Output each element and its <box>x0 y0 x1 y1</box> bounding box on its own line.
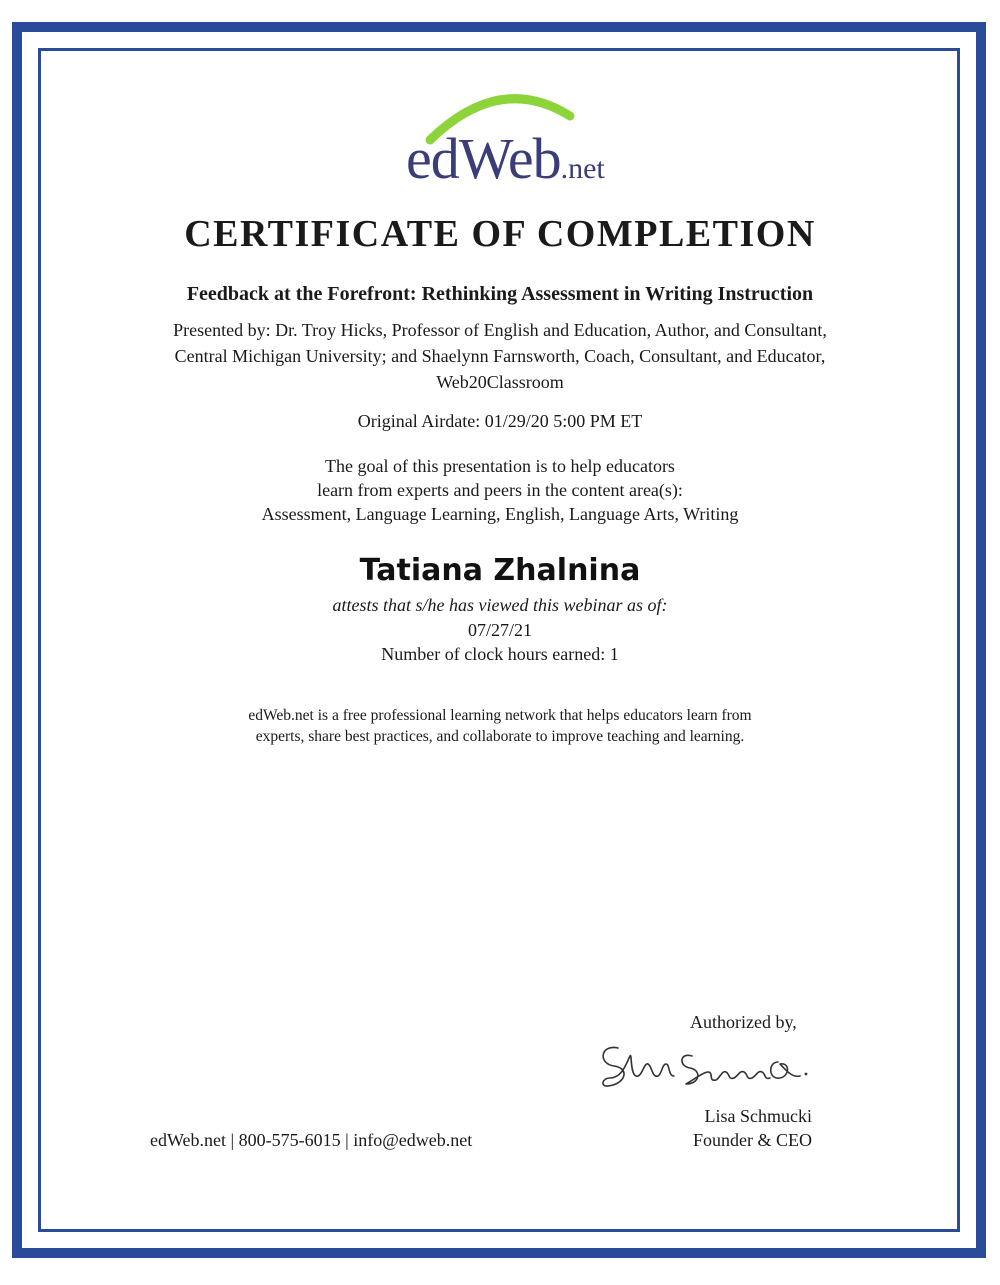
presenters <box>110 317 890 395</box>
goal-line: The goal of this presentation is to help educators <box>325 456 675 476</box>
edweb-logo <box>390 78 660 198</box>
clock-hours: Number of clock hours earned: 1 <box>381 644 619 664</box>
webinar-title: Feedback at the Forefront: Rethinking Assessment in Writing Instruction <box>186 283 814 305</box>
presenters-line: Central Michigan University; and Shaelynn Farnsworth, Coach, Consultant, and Educator, <box>174 346 826 366</box>
about-line: experts, share best practices, and collaborate to improve teaching and learning. <box>255 728 745 745</box>
presenters-line: Web20Classroom <box>436 372 564 392</box>
view-date: 07/27/21 <box>467 620 532 640</box>
authorized-by-label: Authorized by, <box>690 1012 797 1032</box>
original-airdate: Original Airdate: 01/29/20 5:00 PM ET <box>357 411 643 431</box>
about-line: edWeb.net is a free professional learning network that helps educators learn from <box>248 707 752 724</box>
signer-name: Lisa Schmucki <box>704 1106 812 1126</box>
edweb-about <box>60 705 940 747</box>
logo-brand-suffix: .net <box>560 152 605 185</box>
certificate-title: CERTIFICATE OF COMPLETION <box>184 213 816 255</box>
signer-title: Founder & CEO <box>693 1130 812 1150</box>
signer <box>600 1104 812 1152</box>
contact-info: edWeb.net | 800-575-6015 | info@edweb.net <box>150 1130 473 1150</box>
presentation-goal <box>60 454 940 526</box>
attests-statement: attests that s/he has viewed this webinar as of: <box>332 595 668 615</box>
goal-line: Assessment, Language Learning, English, Language Arts, Writing <box>261 504 739 524</box>
goal-line: learn from experts and peers in the content area(s): <box>317 480 683 500</box>
recipient-name: Tatiana Zhalnina <box>359 553 641 588</box>
signature-icon <box>596 1034 816 1098</box>
logo-brand-main: edWeb <box>406 126 561 191</box>
presenters-line: Presented by: Dr. Troy Hicks, Professor of English and Education, Author, and Consultant, <box>173 320 827 340</box>
logo-wordmark <box>406 126 605 191</box>
